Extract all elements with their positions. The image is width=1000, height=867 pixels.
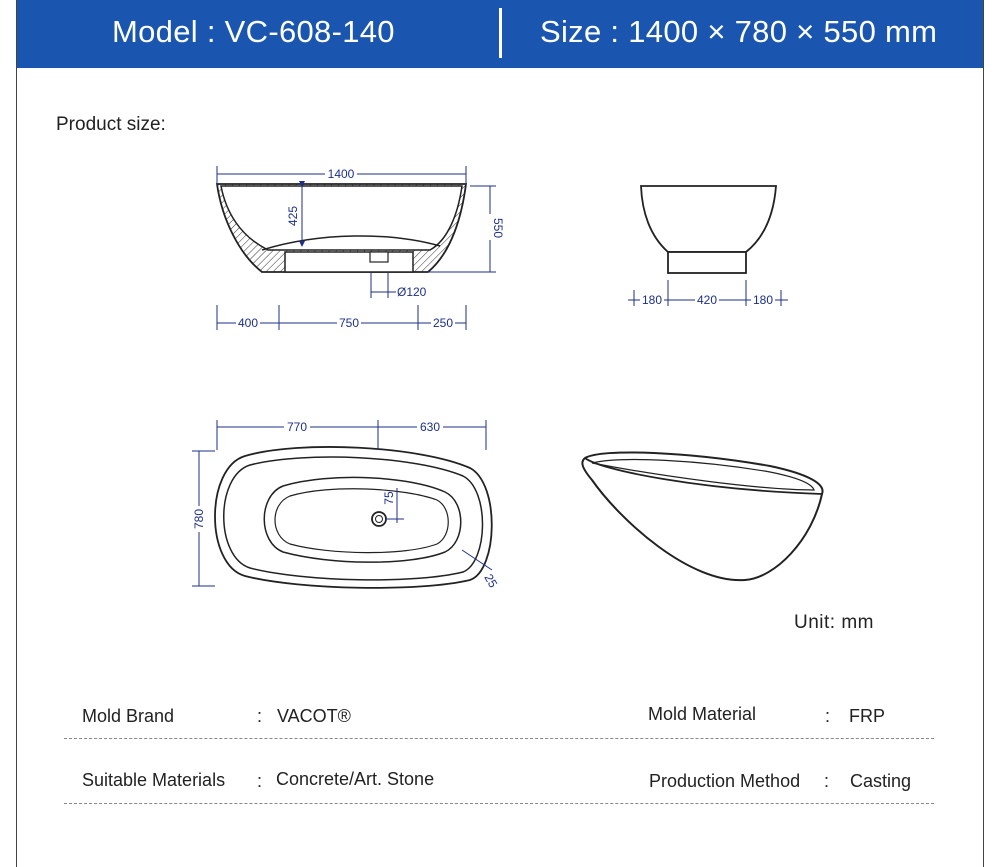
mold-brand-label: Mold Brand (82, 706, 175, 726)
mold-material-label: Mold Material (648, 704, 757, 724)
dim-rim-width: 25 (481, 571, 501, 591)
dim-end-middle: 420 (696, 293, 718, 307)
size-title: Size : 1400 × 780 × 550 mm (540, 14, 938, 49)
dim-inner-depth: 425 (286, 205, 300, 227)
dim-drain: Ø120 (397, 285, 427, 299)
production-method-separator: : (824, 771, 830, 791)
side-section-view (217, 166, 505, 330)
plan-view (192, 420, 500, 590)
divider-dashed-2 (64, 803, 934, 804)
suitable-materials-label: Suitable Materials (82, 770, 226, 790)
unit-label: Unit: mm (794, 612, 874, 633)
mold-brand-separator: : (257, 706, 263, 726)
dim-plan-width: 780 (192, 508, 206, 530)
suitable-materials-value: Concrete/Art. Stone (276, 769, 435, 789)
divider-dashed-1 (64, 738, 934, 739)
end-view (628, 186, 788, 307)
mold-material-value: FRP (849, 706, 885, 726)
perspective-view (582, 452, 822, 580)
dim-left-offset: 400 (237, 316, 259, 330)
dim-end-left: 180 (641, 293, 663, 307)
production-method-label: Production Method (649, 771, 801, 791)
product-size-label: Product size: (56, 114, 166, 135)
dim-right-offset: 250 (432, 316, 454, 330)
dim-drain-offset: 75 (382, 491, 396, 505)
dim-plan-right: 630 (419, 420, 441, 434)
dim-plan-left: 770 (286, 420, 308, 434)
mold-material-separator: : (825, 706, 831, 726)
dim-middle-span: 750 (338, 316, 360, 330)
dim-total-height: 550 (491, 217, 505, 239)
dim-end-right: 180 (752, 293, 774, 307)
dim-top-length: 1400 (327, 167, 355, 181)
production-method-value: Casting (850, 771, 912, 791)
model-title: Model : VC-608-140 (112, 14, 395, 49)
mold-brand-value: VACOT® (277, 706, 351, 726)
suitable-materials-separator: : (257, 771, 263, 791)
